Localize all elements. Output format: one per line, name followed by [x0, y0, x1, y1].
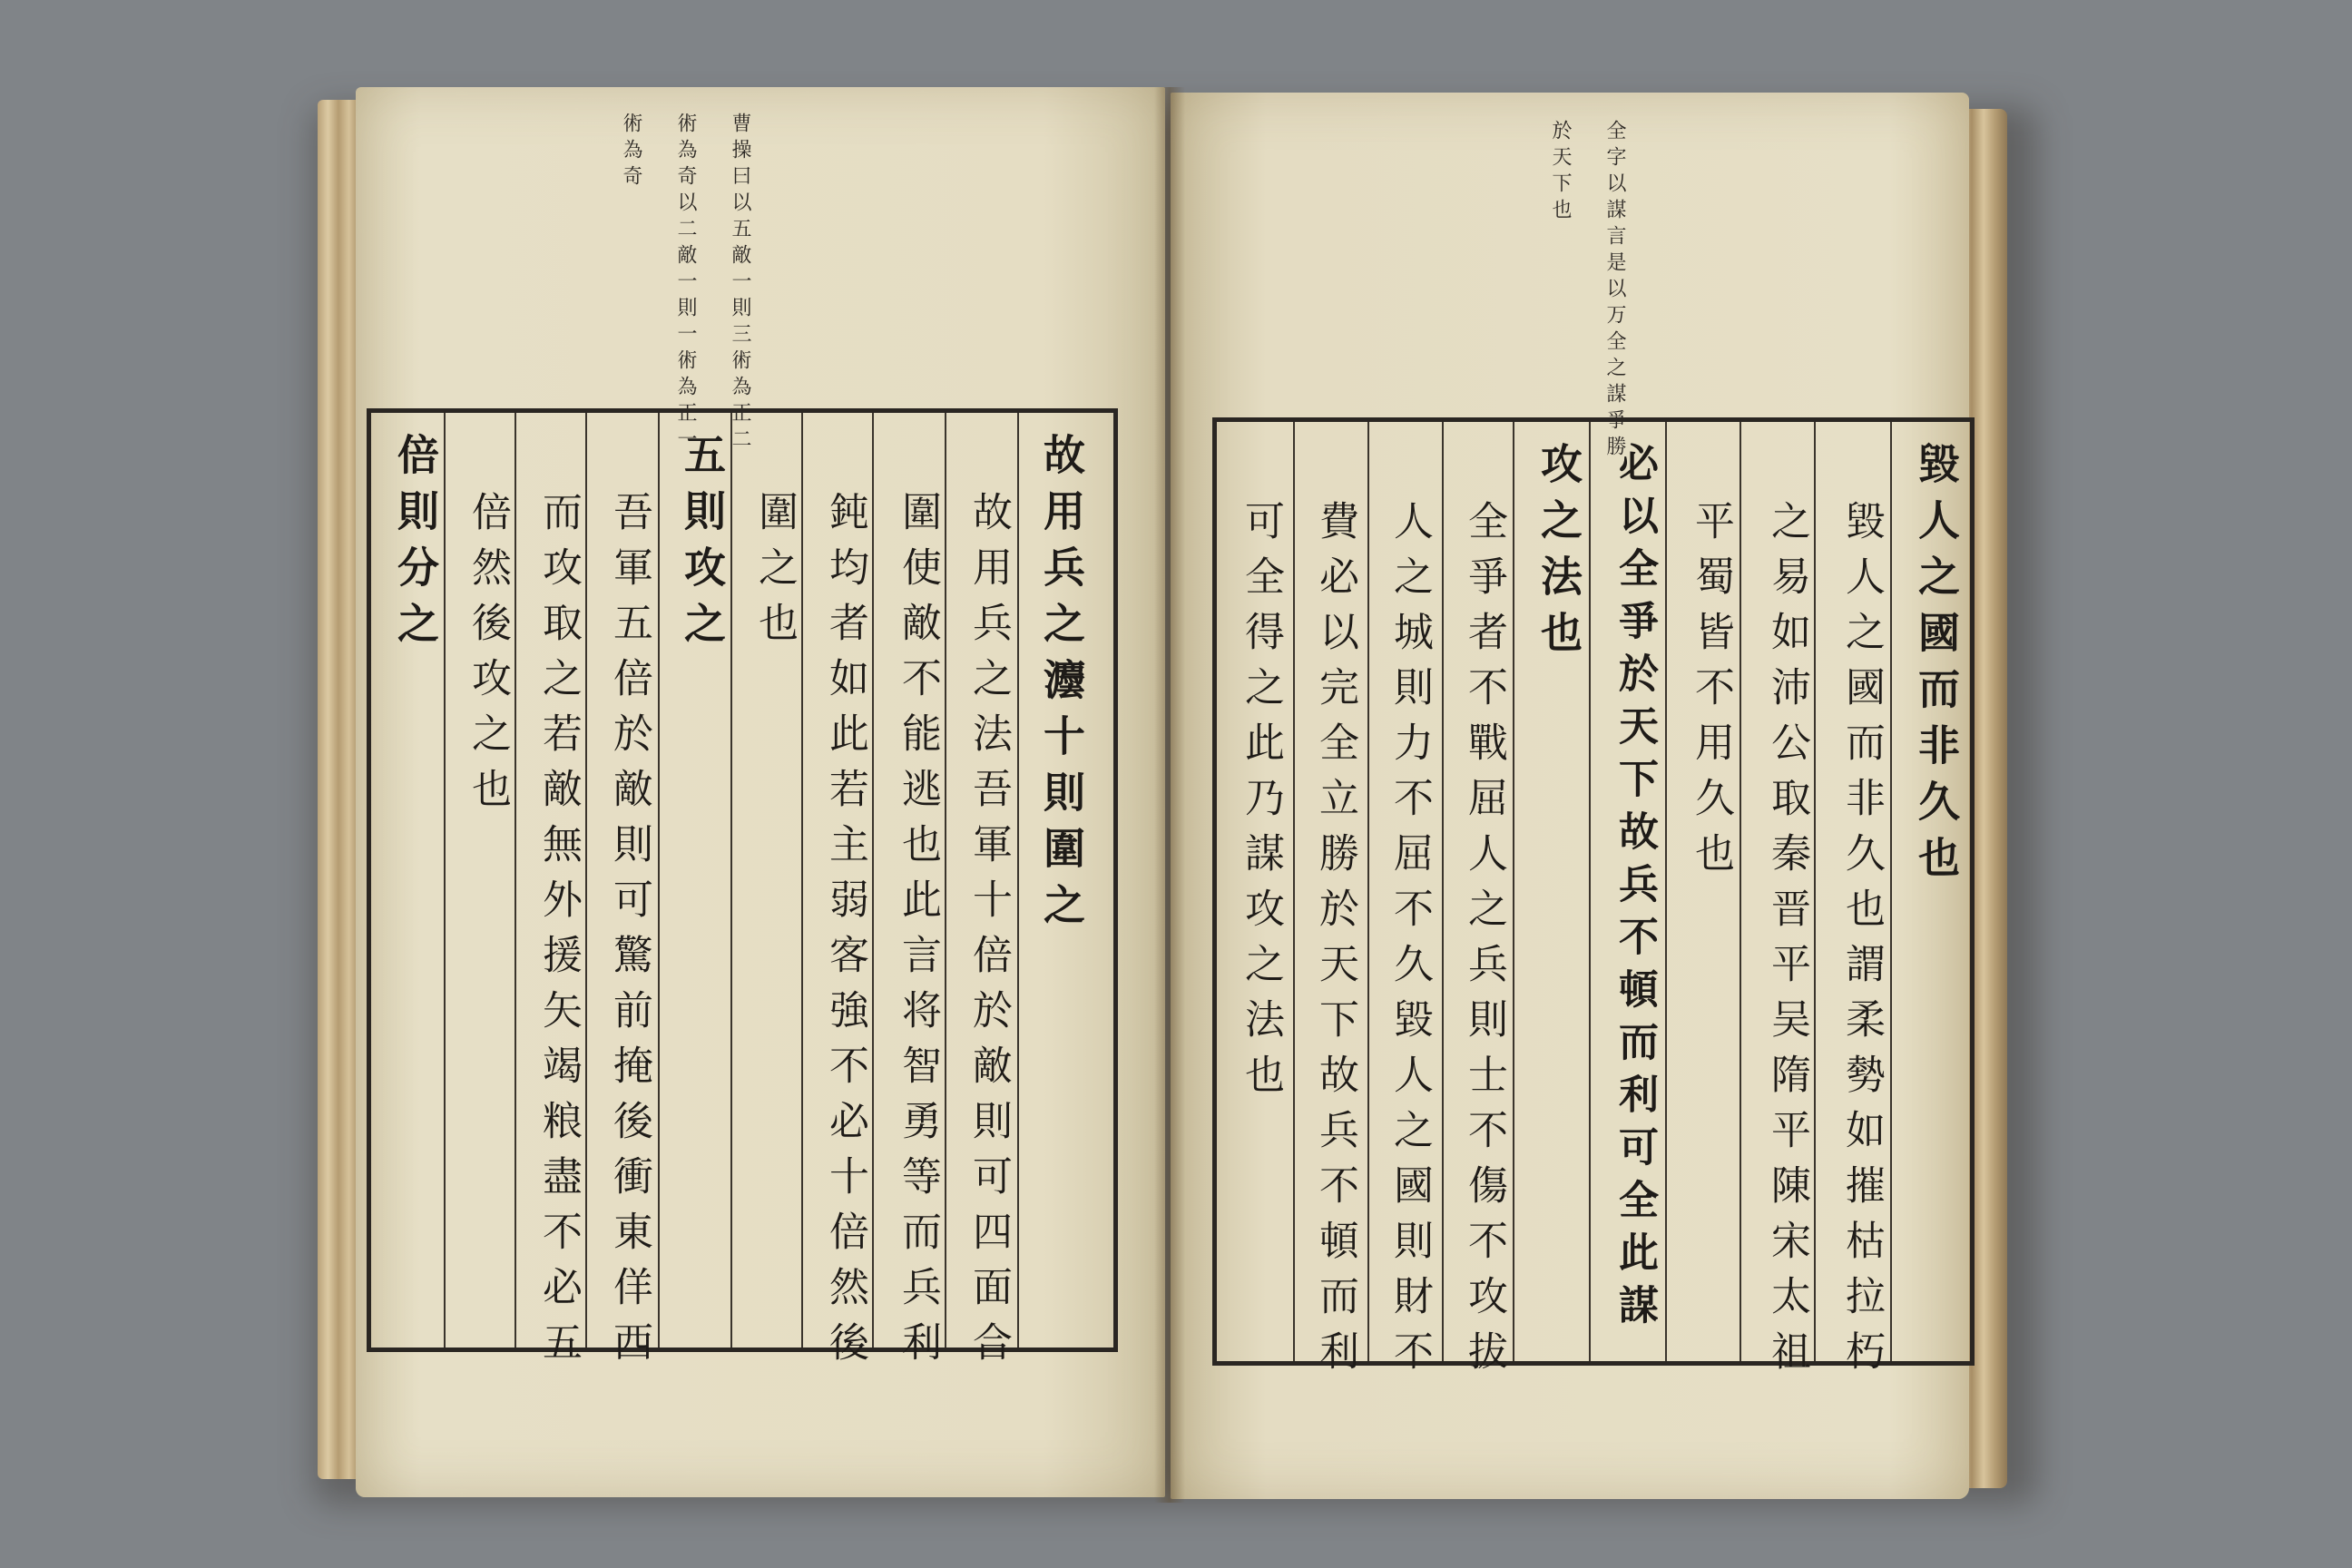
right-text-frame [1212, 417, 1975, 1386]
text-column: 毀人之國而非久也 [1912, 442, 1961, 892]
text-column: 五則攻之 [678, 433, 727, 658]
commentary-line: 於天下也 [1549, 120, 1572, 225]
commentary-line: 全字以謀言是以万全之謀爭勝 [1603, 120, 1626, 462]
commentary-line: 術為奇 [620, 113, 642, 191]
text-column: 圍使敵不能逃也此言将智勇等而兵利 [895, 491, 941, 1377]
text-column: 倍則分之 [391, 433, 440, 658]
text-column: 必以全爭於天下故兵不頓而利可全此謀 [1612, 442, 1658, 1337]
text-column: 費必以完全立勝於天下故兵不頓而利 [1312, 500, 1358, 1386]
text-column: 平蜀皆不用久也 [1688, 500, 1734, 887]
commentary-line: 術為奇以二敵一則一術為正一 [674, 113, 697, 455]
text-column: 圍之也 [751, 491, 798, 657]
text-column: 故用兵之法吾軍十倍於敵則可四面合 [965, 491, 1012, 1377]
text-column: 倍然後攻之也 [465, 491, 511, 823]
text-column: 之易如沛公取秦晋平吴隋平陳宋太祖 [1764, 500, 1810, 1386]
text-column: 鈍均者如此若主弱客強不必十倍然後 [822, 491, 868, 1377]
commentary-line: 曹操曰以五敵一則三術為正二 [729, 113, 751, 455]
text-column: 毀人之國而非久也謂柔勢如摧枯拉朽 [1838, 500, 1885, 1386]
left-text-frame [367, 408, 1118, 1377]
text-column: 故用兵之灋十則圍之 [1037, 433, 1086, 939]
text-column: 人之城則力不屈不久毀人之國則財不 [1387, 500, 1433, 1386]
text-column: 全爭者不戰屈人之兵則士不傷不攻拔 [1461, 500, 1507, 1386]
left-page-edges [318, 100, 359, 1479]
text-column: 攻之法也 [1534, 442, 1583, 667]
book-gutter [1154, 87, 1185, 1503]
text-column: 可全得之此乃謀攻之法也 [1238, 500, 1284, 1109]
text-column: 吾軍五倍於敵則可驚前掩後衝東佯西 [606, 491, 652, 1377]
text-column: 而攻取之若敵無外援矢竭粮盡不必五 [535, 491, 582, 1377]
